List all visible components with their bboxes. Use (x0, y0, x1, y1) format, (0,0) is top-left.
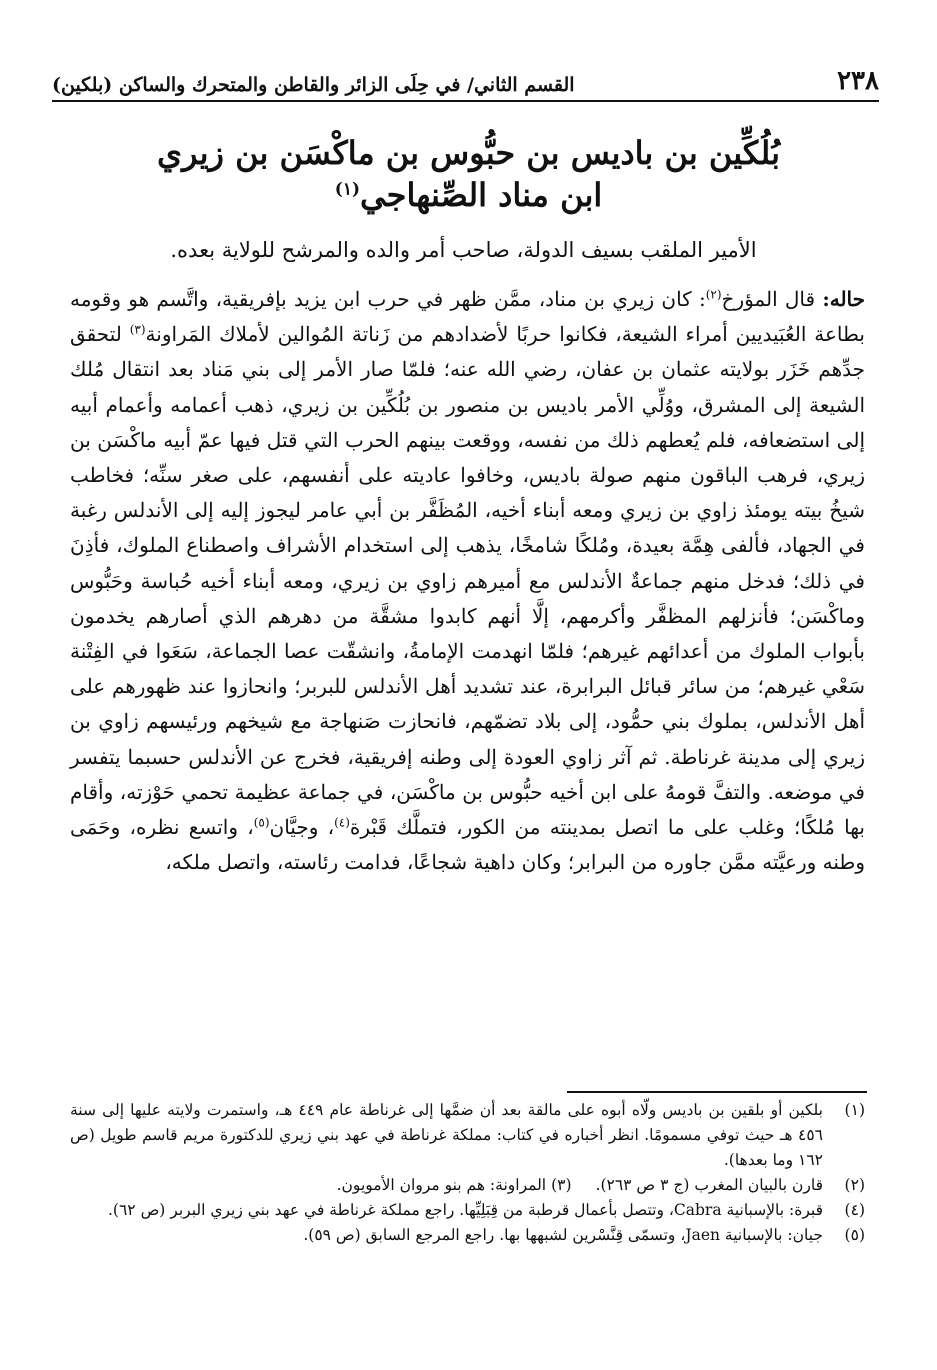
footnote-divider (567, 1091, 867, 1093)
footnote-3 (337, 1173, 572, 1198)
paragraph-lead: حاله: (822, 287, 866, 311)
footnote-number: (٥) (844, 1226, 865, 1244)
footnote-number: (١) (844, 1101, 865, 1119)
body-segment-3: لتحقق جدِّهم خَزَر بولايته عثمان بن عفان، رضي الله عنه؛ فلمّا صار الأمر إلى بني مَناد بعد انتقال مُلك الشيعة إلى المشرق، ووُلِّي الأمر باديس بن منصور بن بُلُكِّين بن زيري، ذهب أعمامه وأعمام أبيه إلى استضعافه، فلم يُعطهم ذلك من نفسه، ووقعت بينهم الحرب التي قتل فيها عمّ أبيه ماكْسَن بن زيري، فرهب الباقون منهم صولة باديس، وخافوا عاديته على أنفسهم، على صغر سنِّه؛ فخاطب شيخُ بيته يومئذ زاوي بن زيري ومعه أبناء أخيه، المُظَفَّر بن أبي عامر ليجوز إليه إلى الأندلس رغبة في الجهاد، فألفى هِمَّة بعيدة، ومُلكًا شامخًا، يذهب إلى استخدام الأشراف واصطناع الملوك، فأذِنَ في ذلك؛ فدخل منهم جماعةٌ الأندلس مع أميرهم زاوي بن زيري، ومعه أبناء أخيه حُباسة وحَبُّوس وماكْسَن؛ فأنزلهم المظفَّر وأكرمهم، إلَّا أنهم كابدوا مشقَّة من دهرهم الذي أصارهم يخدمون بأبواب الملوك من أعدائهم غيرهم؛ فلمّا انهدمت الإمامةُ، وانشقّت عصا الجماعة، سَعَوا في الفِتْنة سَعْي غيرهم؛ من سائر قبائل البرابرة، عند تشديد أهل الأندلس للبربر؛ وانحازوا عند ظهورهم على أهل الأندلس، بملوك بني حمُّود، إلى بلاد تضمّهم، فانحازت صَنهاجة مع شيخهم ورئيسهم زاوي بن زيري إلى مدينة غرناطة. ثم آثر زاوي العودة إلى وطنه إفريقية، فخرج عن الأندلس حسبما يتفسر في موضعه. والتفَّ قومهُ على ابن أخيه حبُّوس بن ماكْسَن، في جماعة عظيمة تحمي حَوْزته، وأقام بها مُلكًا؛ وغلب على ما اتصل بمدينته من الكور، فتملَّك قَبْرة (70, 322, 865, 840)
footnotes (70, 1098, 865, 1248)
running-header-title: القسم الثاني/ في حِلَى الزائر والقاطن والمتحرك والساكن (بلكين) (52, 74, 575, 96)
body-text (70, 282, 865, 880)
footnote-1 (70, 1098, 865, 1173)
footnote-number: (٤) (844, 1201, 865, 1219)
body-segment-5: ، واتسع نظره، وحَمَى وطنه ورعيَّته ممَّن جاوره من البرابر؛ وكان داهية شجاعًا، فدامت رئاسته، واتصل ملكه، (70, 815, 865, 875)
body-segment-4: ، وجيَّان (269, 815, 335, 840)
body-segment-2: : كان زيري بن مناد، ممَّن ظهر في حرب ابن يزيد بإفريقية، واتَّسم هو وقومه بطاعة العُبَيديين أمراء الشيعة، فكانوا حربًا لأضدادهم من زَناتة المُوالين لأملاك المَراونة (70, 287, 865, 347)
title-line-2 (90, 174, 847, 216)
footnote-4 (70, 1198, 865, 1223)
footnote-ref-4[interactable]: (٤) (334, 815, 350, 830)
footnote-ref-1[interactable]: (١) (334, 179, 360, 200)
footnote-ref-3[interactable]: (٣) (129, 322, 146, 337)
footnote-2-3-row (70, 1173, 865, 1198)
title-line-2-text: ابن مناد الصِّنهاجي (360, 176, 603, 214)
footnote-5 (70, 1223, 865, 1248)
footnote-ref-5[interactable]: (٥) (253, 815, 270, 830)
subtitle: الأمير الملقب بسيف الدولة، صاحب أمر والده والمرشح للولاية بعده. (170, 238, 757, 262)
footnote-ref-2[interactable]: (٢) (705, 287, 722, 302)
body-paragraph (70, 282, 865, 880)
footnote-text: جيان: بالإسبانية Jaen، وتسمّى قِنَّسْرين لشبهها بها. راجع المرجع السابق (ص ٥٩). (303, 1226, 823, 1244)
footnote-pair (70, 1173, 823, 1198)
footnote-text: المراونة: هم بنو مروان الأمويون. (336, 1176, 547, 1194)
article-title (90, 132, 847, 216)
footnote-text: بلكين أو بلقين بن باديس ولّاه أبوه على مالقة بعد أن ضمَّها إلى غرناطة عام ٤٤٩ هـ، واستمرت ولايته عليها إلى سنة ٤٥٦ هـ حيث توفي مسمومًا. انظر أخباره في كتاب: مملكة غرناطة في عهد بني زيري للدكتورة مريم قاسم طويل (ص ١٦٢ وما بعدها). (70, 1101, 823, 1169)
footnote-number: (٢) (844, 1176, 865, 1194)
footnote-number: (٣) (551, 1176, 572, 1194)
footnote-text: قبرة: بالإسبانية Cabra، وتتصل بأعمال قرطبة من قِبَلِيِّها. راجع مملكة غرناطة في عهد بني زيري البربر (ص ٦٢). (108, 1201, 823, 1219)
body-segment-1: قال المؤرخ (721, 287, 823, 311)
page-number: ٢٣٨ (837, 66, 879, 96)
title-line-1: بُلُكِّين بن باديس بن حبُّوس بن ماكْسَن بن زيري (156, 134, 781, 172)
footnote-text: قارن بالبيان المغرب (ج ٣ ص ٢٦٣). (595, 1176, 823, 1194)
running-header (52, 62, 879, 102)
